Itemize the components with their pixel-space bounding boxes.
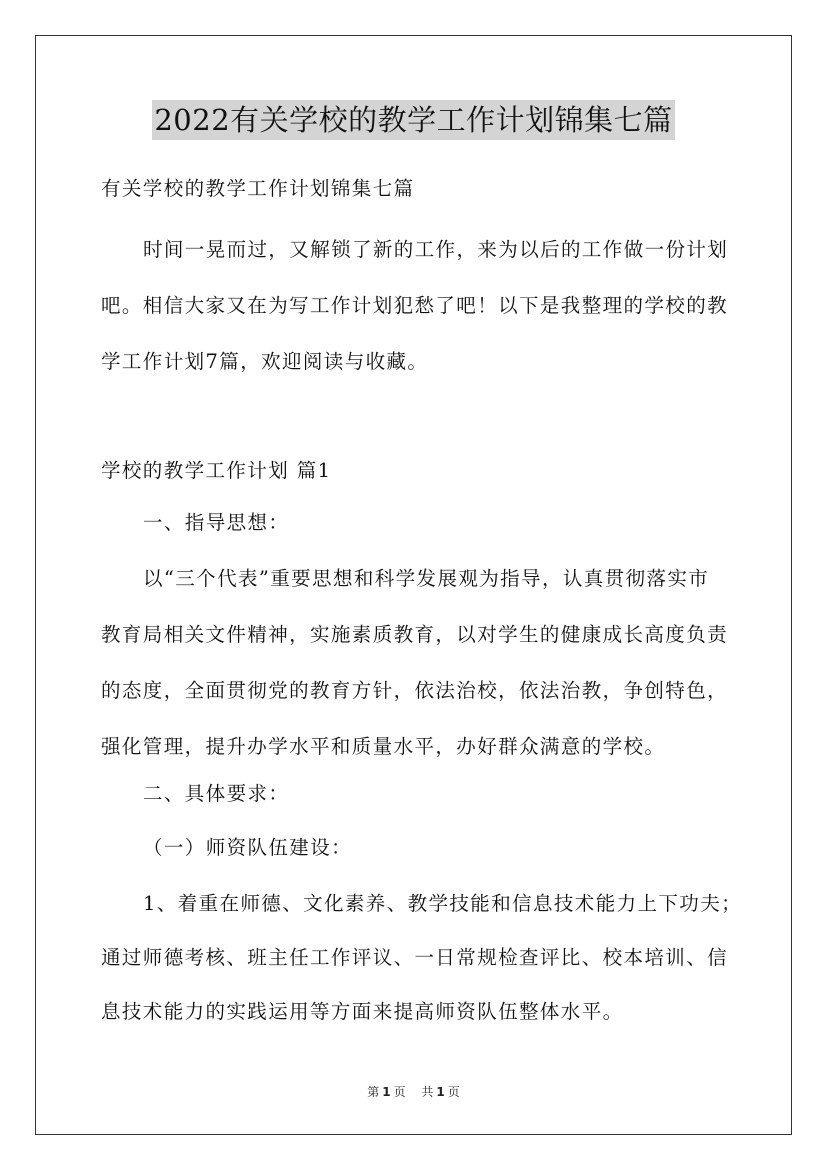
document-title: 2022有关学校的教学工作计划锦集七篇	[152, 100, 674, 140]
subsection-heading: 一、指导思想：	[143, 511, 290, 534]
subsection-heading: （一）师资队伍建设：	[143, 836, 353, 859]
paragraph-line: 时间一晃而过，又解锁了新的工作，来为以后的工作做一份计划	[143, 238, 729, 261]
total-pages: 1	[436, 1085, 445, 1099]
subtitle-line: 有关学校的教学工作计划锦集七篇	[101, 177, 415, 200]
page-indicator: 第 1 页	[367, 1085, 406, 1099]
paragraph-line: 强化管理，提升办学水平和质量水平，办好群众满意的学校。	[101, 735, 666, 758]
subsection-heading: 二、具体要求：	[143, 782, 290, 805]
section-heading: 学校的教学工作计划 篇1	[101, 459, 332, 482]
page-footer	[0, 1083, 827, 1100]
paragraph-line: 以“三个代表”重要思想和科学发展观为指导，认真贯彻落实市	[143, 567, 710, 590]
paragraph-line: 的态度，全面贯彻党的教育方针，依法治校，依法治教，争创特色，	[101, 679, 729, 702]
paragraph-line: 吧。相信大家又在为写工作计划犯愁了吧！以下是我整理的学校的教	[101, 294, 729, 317]
total-pages-indicator: 共 1 页	[421, 1085, 460, 1099]
paragraph-line: 息技术能力的实践运用等方面来提高师资队伍整体水平。	[101, 1000, 624, 1023]
page-number: 1	[382, 1085, 391, 1099]
paragraph-line: 学工作计划7篇，欢迎阅读与收藏。	[101, 350, 429, 373]
paragraph-line: 教育局相关文件精神，实施素质教育，以对学生的健康成长高度负责	[101, 623, 729, 646]
paragraph-line: 通过师德考核、班主任工作评议、一日常规检查评比、校本培训、信	[101, 946, 729, 969]
title-container	[0, 100, 827, 140]
paragraph-line: 1、着重在师德、文化素养、教学技能和信息技术能力上下功夫；	[143, 892, 743, 915]
